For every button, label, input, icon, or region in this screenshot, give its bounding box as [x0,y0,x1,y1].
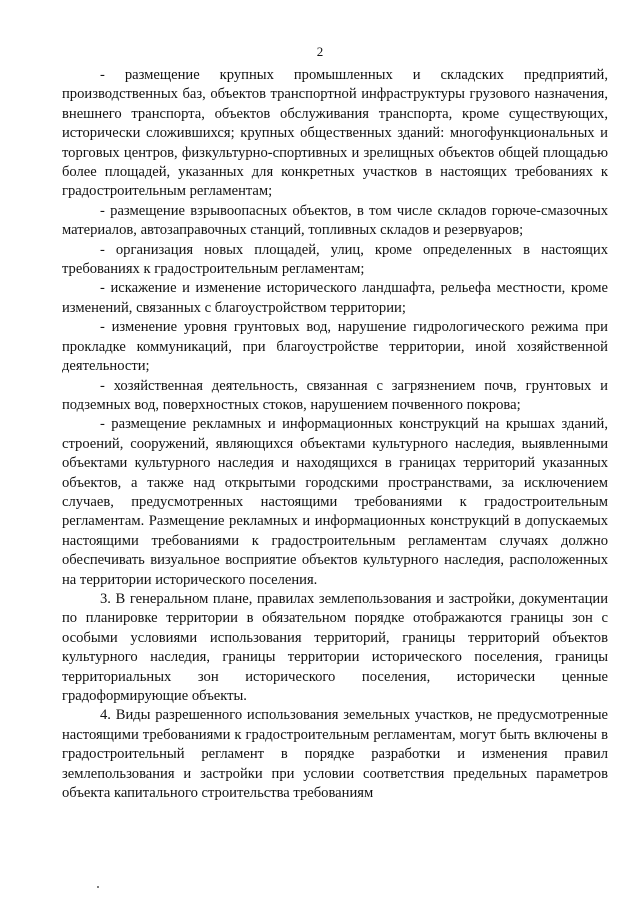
paragraph-advertising-structures: - размещение рекламных и информационных конструкций на крышах зданий, строений, сооружений, являющихся объектами культурного наследия, выявленными объектами культурного наследия и находящихся в границах территорий указанных объектов, а также над открытыми городскими пространствами, за исключением случаев, предусмотренных настоящими требованиями к градостроительным регламентам. Размещение рекламных и информационных конструкций в допускаемых настоящими требованиями к градостроительным регламентам случаях должно обеспечивать визуальное восприятие объектов культурного наследия, расположенных на территории исторического поселения. [62,416,608,588]
scan-speck [97,886,99,888]
document-body [62,66,608,803]
paragraph-groundwater-level: - изменение уровня грунтовых вод, нарушение гидрологического режима при прокладке коммуникаций, при благоустройстве территории, иной хозяйственной деятельности; [62,319,608,375]
paragraph-new-squares-streets: - организация новых площадей, улиц, кроме определенных в настоящих требованиях к градостроительным регламентам; [62,241,608,278]
paragraph-landscape-distortion: - искажение и изменение исторического ландшафта, рельефа местности, кроме изменений, связанных с благоустройством территории; [62,280,608,316]
paragraph-explosive-objects: - размещение взрывоопасных объектов, в том числе складов горюче-смазочных материалов, автозаправочных станций, топливных складов и резервуаров; [62,202,608,239]
paragraph-soil-pollution: - хозяйственная деятельность, связанная с загрязнением почв, грунтовых и подземных вод, поверхностных стоков, нарушением почвенного покрова; [62,377,608,413]
paragraph-industrial-placement: - размещение крупных промышленных и складских предприятий, производственных баз, объектов транспортной инфраструктуры грузового назначения, внешнего транспорта, объектов обслуживания транспорта, кроме существующих, исторически сложившихся; крупных общественных зданий: многофункциональных и торговых центров, физкультурно-спортивных и зрелищных объектов общей площадью более площадей, указанных для конкретных участков в настоящих требованиях к градостроительным регламентам; [62,67,608,200]
paragraph-item-4-permitted-use: 4. Виды разрешенного использования земельных участков, не предусмотренные настоящими требованиями к градостроительным регламентам, могут быть включены в градостроительный регламент в порядке разработки и изменения правил землепользования и застройки при условии соответствия предельных параметров объекта капитального строительства требованиям [62,707,608,802]
page-number: 2 [316,44,324,59]
paragraph-item-3-general-plan: 3. В генеральном плане, правилах землепользования и застройки, документации по планировке территории в обязательном порядке отображаются границы зон с особыми условиями использования территорий, границы территорий объектов культурного наследия, границы территории исторического поселения, границы территориальных зон исторического поселения, исторически ценные градоформирующие объекты. [62,590,608,704]
